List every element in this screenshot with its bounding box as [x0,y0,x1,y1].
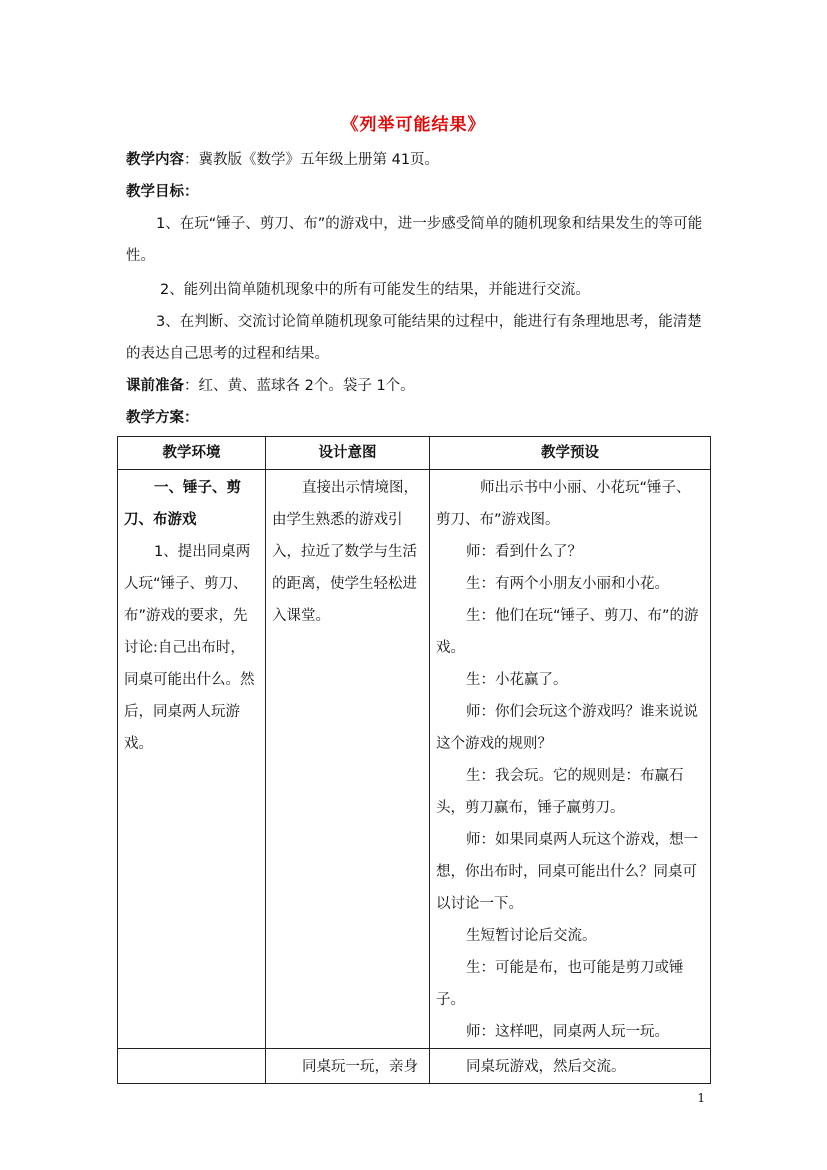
cell-environment [118,1049,266,1084]
header-preset: 教学预设 [430,437,711,470]
intent-text: 直接出示情境图，由学生熟悉的游戏引入，拉近了数学与生活的距离，使学生轻松进入课堂。 [272,480,418,624]
dialogue-line: 同桌玩游戏，然后交流。 [466,1059,626,1075]
cell-environment [118,470,266,1049]
objectives-label: 教学目标： [126,184,199,200]
cell-preset [430,1049,711,1084]
objective-2: 2、能列出简单随机现象中的所有可能发生的结果，并能进行交流。 [160,282,590,298]
dialogue-line: 生：小花赢了。 [466,672,568,688]
page-title: 《列举可能结果》 [341,115,486,135]
dialogue-line: 师：如果同桌两人玩这个游戏，想一想，你出布时，同桌可能出什么？同桌可以讨论一下。 [436,832,698,912]
objective-1: 1、在玩“锤子、剪刀、布”的游戏中，进一步感受简单的随机现象和结果发生的等可能性。 [126,216,703,264]
dialogue-line: 生短暂讨论后交流。 [466,928,597,944]
header-intent: 设计意图 [266,437,430,470]
header-environment: 教学环境 [118,437,266,470]
section-heading: 一、锤子、剪刀、布游戏 [124,480,241,528]
cell-intent [266,470,430,1049]
objective-3: 3、在判断、交流讨论简单随机现象可能结果的过程中，能进行有条理地思考，能清楚的表达自己思考的过程和结果。 [126,314,702,362]
environment-text: 1、提出同桌两人玩“锤子、剪刀、布”游戏的要求，先讨论:自己出布时，同桌可能出什么。然后，同桌两人玩游戏。 [124,544,255,752]
intent-text: 同桌玩一玩，亲身 [302,1059,418,1075]
table-row [118,1049,711,1084]
dialogue-line: 师：这样吧，同桌两人玩一玩。 [466,1024,669,1040]
dialogue-line: 师：看到什么了？ [466,544,582,560]
prep-text: ：红、黄、蓝球各 2个。袋子 1个。 [184,378,415,394]
prep-line [126,370,712,402]
content-text: ：冀教版《数学》五年级上册第 41页。 [184,152,440,168]
lesson-plan-table [117,436,711,1084]
table-header-row [118,437,711,470]
dialogue-line: 生：有两个小朋友小丽和小花。 [466,576,669,592]
dialogue-line: 师：你们会玩这个游戏吗？谁来说说这个游戏的规则？ [436,704,698,752]
page-number: 1 [697,1091,705,1105]
dialogue-line: 生：他们在玩“锤子、剪刀、布”的游戏。 [436,608,699,656]
prep-label: 课前准备 [126,378,184,394]
plan-label: 教学方案： [126,410,199,426]
cell-intent [266,1049,430,1084]
content-label: 教学内容 [126,152,184,168]
dialogue-line: 师出示书中小丽、小花玩“锤子、剪刀、布”游戏图。 [436,480,691,528]
cell-preset [430,470,711,1049]
table-row [118,470,711,1049]
dialogue-line: 生：可能是布，也可能是剪刀或锤子。 [436,960,684,1008]
dialogue-line: 生：我会玩。它的规则是：布赢石头，剪刀赢布，锤子赢剪刀。 [436,768,684,816]
content-line [126,144,712,176]
